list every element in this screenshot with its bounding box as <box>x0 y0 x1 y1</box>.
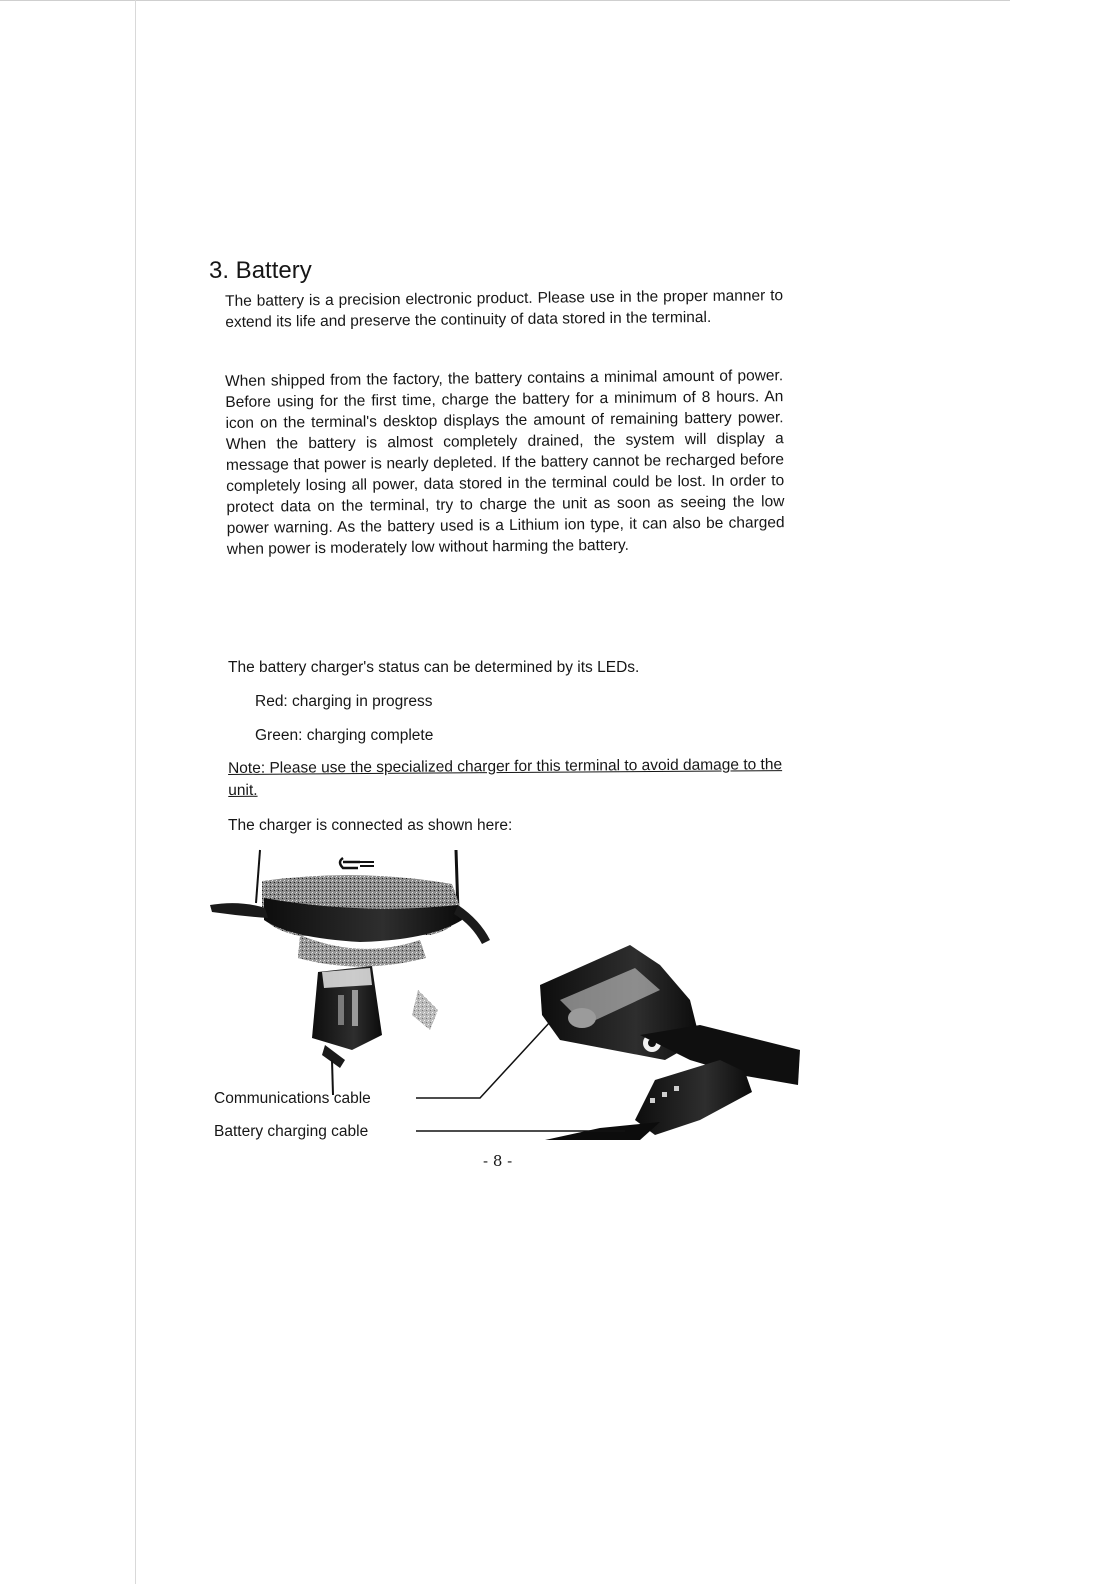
connector-icon <box>340 858 360 868</box>
page-number: - 8 - <box>483 1152 513 1170</box>
charging-cradle-illustration <box>540 945 800 1140</box>
communications-cable-leader <box>416 1022 550 1098</box>
charger-note: Note: Please use the specialized charger for this terminal to avoid damage to the unit. <box>228 756 783 799</box>
communications-cable-label: Communications cable <box>214 1090 371 1107</box>
battery-charging-cable-label: Battery charging cable <box>214 1123 369 1140</box>
page-edge-left <box>135 0 136 1584</box>
led-status-green: Green: charging complete <box>255 727 434 744</box>
charging-instructions-paragraph: When shipped from the factory, the battery contains a minimal amount of power. Before using for the first time, charge the battery for a minimum of 8 hours. An icon on the terminal's desktop displays the amount of remaining battery power. When the battery is almost completely drained, the system will display a message that power is nearly depleted. If the battery cannot be recharged before completely losing all power, data stored in the terminal could be lost. In order to protect data on the terminal, try to charge the unit as soon as seeing the low power warning. As the battery used is a Lithium ion type, it can also be charged when power is moderately low without harming the battery. <box>225 367 785 558</box>
battery-intro-paragraph: The battery is a precision electronic product. Please use in the proper manner to extend its life and preserve the continuity of data stored in the terminal. <box>225 287 784 331</box>
communications-plug-illustration <box>312 966 438 1095</box>
led-status-red: Red: charging in progress <box>255 693 433 710</box>
connection-intro: The charger is connected as shown here: <box>228 817 513 834</box>
section-title: 3. Battery <box>209 257 312 284</box>
page-edge-top <box>0 0 1010 1</box>
charger-status-intro: The battery charger's status can be determined by its LEDs. <box>228 659 640 676</box>
terminal-device-illustration <box>210 850 490 967</box>
